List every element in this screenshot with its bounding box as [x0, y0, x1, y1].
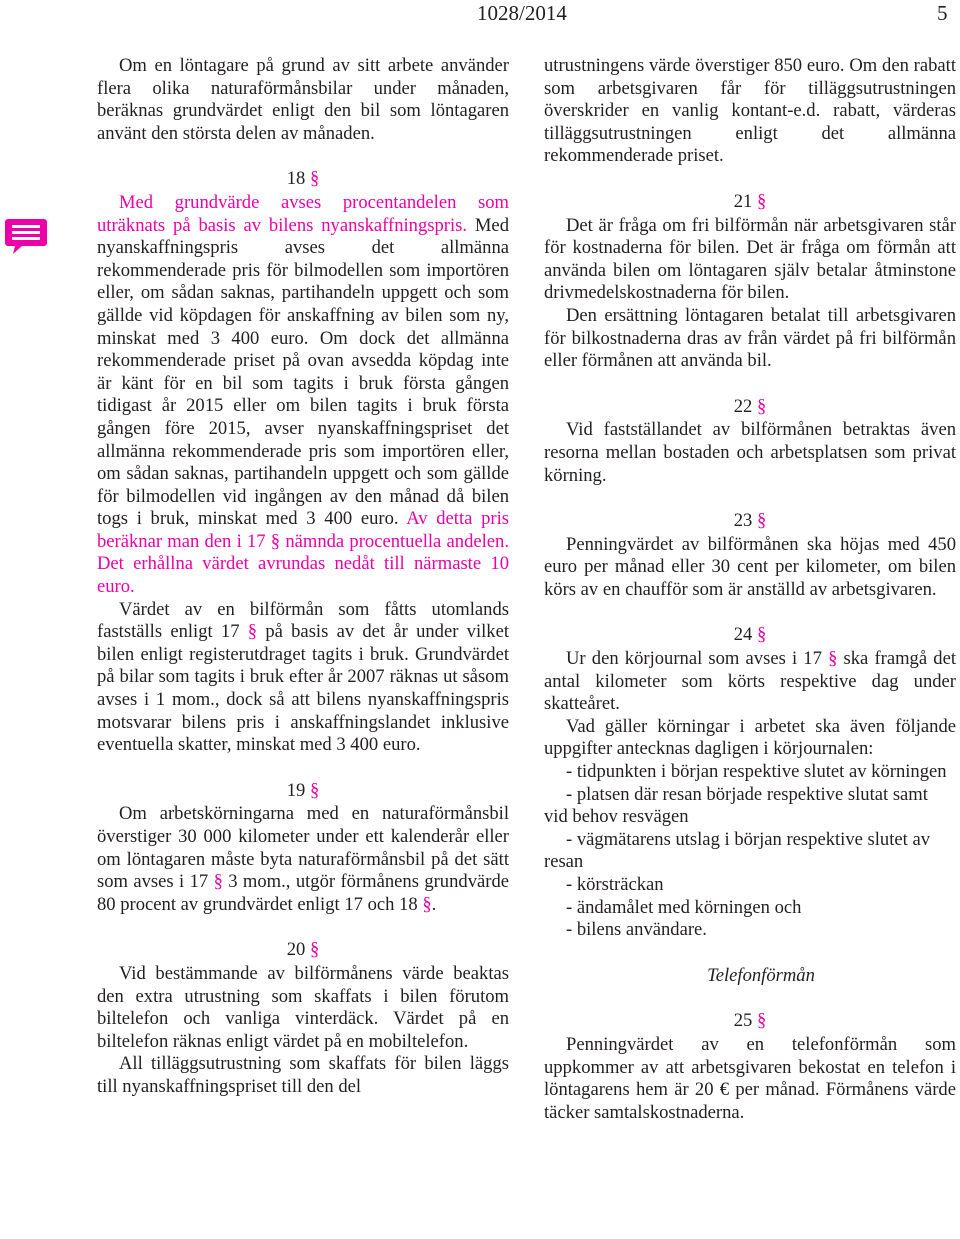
list-item: - vägmätarens utslag i början respektive slutet av resan — [544, 828, 931, 873]
section-22-paragraph: Vid fastställandet av bilförmånen betraktas även resorna mellan bostaden och arbetsplatsen som privat körning. — [544, 419, 956, 486]
section-heading-19: 19 § — [286, 779, 320, 801]
section-19-paragraph: Om arbetskörningarna med en naturaförmånsbil överstiger 30 000 kilometer under ett kalenderår eller om löntagaren måste byta naturaförmånsbil på det sätt som avses i 17 § 3 mom., utgör förmånens grundvärde 80 procent av grundvärdet enligt 17 och 18 §. — [97, 803, 509, 915]
section-heading-21: 21 § — [733, 190, 767, 212]
section-heading-18: 18 § — [286, 168, 320, 190]
section-25-paragraph: Penningvärdet av en telefonförmån som uppkommer av att arbetsgivaren bekostat en telefon i löntagarens hem är 20 € per månad. Förmånens värde täcker samtalskostnaderna. — [544, 1033, 956, 1123]
page-number: 5 — [937, 1, 948, 25]
section-sign: § — [309, 939, 320, 961]
section-20-paragraph-2: All tilläggsutrustning som skaffats för bilen läggs till nyanskaffningspriset till den del — [97, 1053, 509, 1097]
issue-number: 1028/2014 — [477, 1, 567, 25]
section-24-paragraph-1: Ur den körjournal som avses i 17 § ska framgå det antal kilometer som körts respektive dag under skatteåret. — [544, 648, 956, 715]
subheading-telefonforman: Telefonförmån — [707, 964, 815, 986]
comment-note-icon[interactable] — [4, 216, 48, 256]
section-21-paragraph-2: Den ersättning löntagaren betalat till arbetsgivaren för bilkostnaderna dras av från värdet på fri bilförmån eller förmånen att använda bil. — [544, 304, 956, 372]
amended-text: Med grundvärde avses procentandelen som uträknats på basis av bilens nyanskaffningspris. — [97, 191, 509, 236]
section-heading-23: 23 § — [733, 510, 767, 532]
section-sign: § — [756, 190, 767, 212]
section-sign: § — [756, 395, 767, 417]
section-sign: § — [309, 779, 320, 801]
section-sign: § — [756, 1010, 767, 1032]
section-sign: § — [309, 168, 320, 190]
section-sign: § — [756, 624, 767, 646]
continued-paragraph: utrustningens värde överstiger 850 euro. Om den rabatt som arbetsgivaren får för tilläggsutrustningen överskrider en vanlig kontant-e.d. rabatt, värderas tilläggsutrustningen enligt det allmänna rekommenderade priset. — [544, 55, 956, 167]
list-item: - platsen där resan började respektive slutat samt vid behov resvägen — [544, 783, 928, 828]
section-heading-20: 20 § — [286, 939, 320, 961]
section-20-paragraph-1: Vid bestämmande av bilförmånens värde beaktas den extra utrustning som skaffats i bilen förutom biltelefon och vanliga vinterdäck. Värdet på en biltelefon räknas enligt värdet på en mobiltelefon. — [97, 962, 509, 1052]
list-item: - ändamålet med körningen och — [566, 896, 802, 918]
list-item: - tidpunkten i början respektive slutet av körningen — [566, 761, 947, 783]
section-18-paragraph-2: Värdet av en bilförmån som fåtts utomlands fastställs enligt 17 § på basis av det år under vilket bilen enligt registerutdraget tagits i bruk. Grundvärdet på bilar som tagits i bruk efter år 2007 räknas ut såsom avses i 1 mom., dock så att bilens nyanskaffningspris motsvarar bilens pris i anskaffningslandet inklusive eventuella skatter, minskat med 3 400 euro. — [97, 598, 509, 756]
section-21-paragraph-1: Det är fråga om fri bilförmån när arbetsgivaren står för kostnaderna för bilen. Det är fråga om förmån att använda bilen om löntagaren själv betalar åtminstone drivmedelskostnaderna för bilen. — [544, 214, 956, 304]
amended-text-tail: Av detta pris beräknar man den i 17 § nämnda procentuella andelen. Det erhållna värdet avrundas nedåt till närmaste 10 euro. — [97, 508, 509, 598]
section-sign: § — [756, 510, 767, 532]
section-23-paragraph: Penningvärdet av bilförmånen ska höjas med 450 euro per månad eller 30 cent per kilometer, om bilen körs av en chaufför som är anställd av arbetsgivaren. — [544, 533, 956, 600]
list-item: - körsträckan — [566, 874, 664, 895]
section-heading-24: 24 § — [733, 624, 767, 646]
section-heading-25: 25 § — [733, 1010, 767, 1032]
left-column — [97, 55, 509, 1099]
section-24-paragraph-2: Vad gäller körningar i arbetet ska även följande uppgifter antecknas dagligen i körjournalen: — [544, 715, 956, 760]
intro-paragraph: Om en löntagare på grund av sitt arbete använder flera olika naturaförmånsbilar under månaden, beräknas grundvärdet enligt den bil som löntagaren använt den största delen av månaden. — [97, 55, 509, 144]
list-item: - bilens användare. — [566, 919, 707, 941]
section-heading-22: 22 § — [733, 395, 767, 417]
section-18-paragraph-1: Med grundvärde avses procentandelen som uträknats på basis av bilens nyanskaffningspris. Med nyanskaffningspris avses det allmänna rekommenderade pris för bilmodellen som importören eller, om sådan saknas, partihandeln uppgett och som gällde vid köpdagen för anskaffning av bilen som ny, minskat med 3 400 euro. Om dock det allmänna rekommenderade priset på ovan avsedda köpdag inte är känt för en bil som tagits i bruk första gången tidigast år 2015 eller om bilen tagits i bruk första gången före 2015, avser nyanskaffningspriset det allmänna rekommenderade pris som importören eller, om sådan saknas, partihandeln uppgett och som gällde för bilmodellen vid ingången av den månad då bilen togs i bruk, minskat med 3 400 euro. Av detta pris beräknar man den i 17 § nämnda procentuella andelen. Det erhållna värdet avrundas nedåt till närmaste 10 euro. — [97, 191, 509, 598]
page-header — [0, 0, 960, 30]
right-column — [544, 55, 956, 1124]
